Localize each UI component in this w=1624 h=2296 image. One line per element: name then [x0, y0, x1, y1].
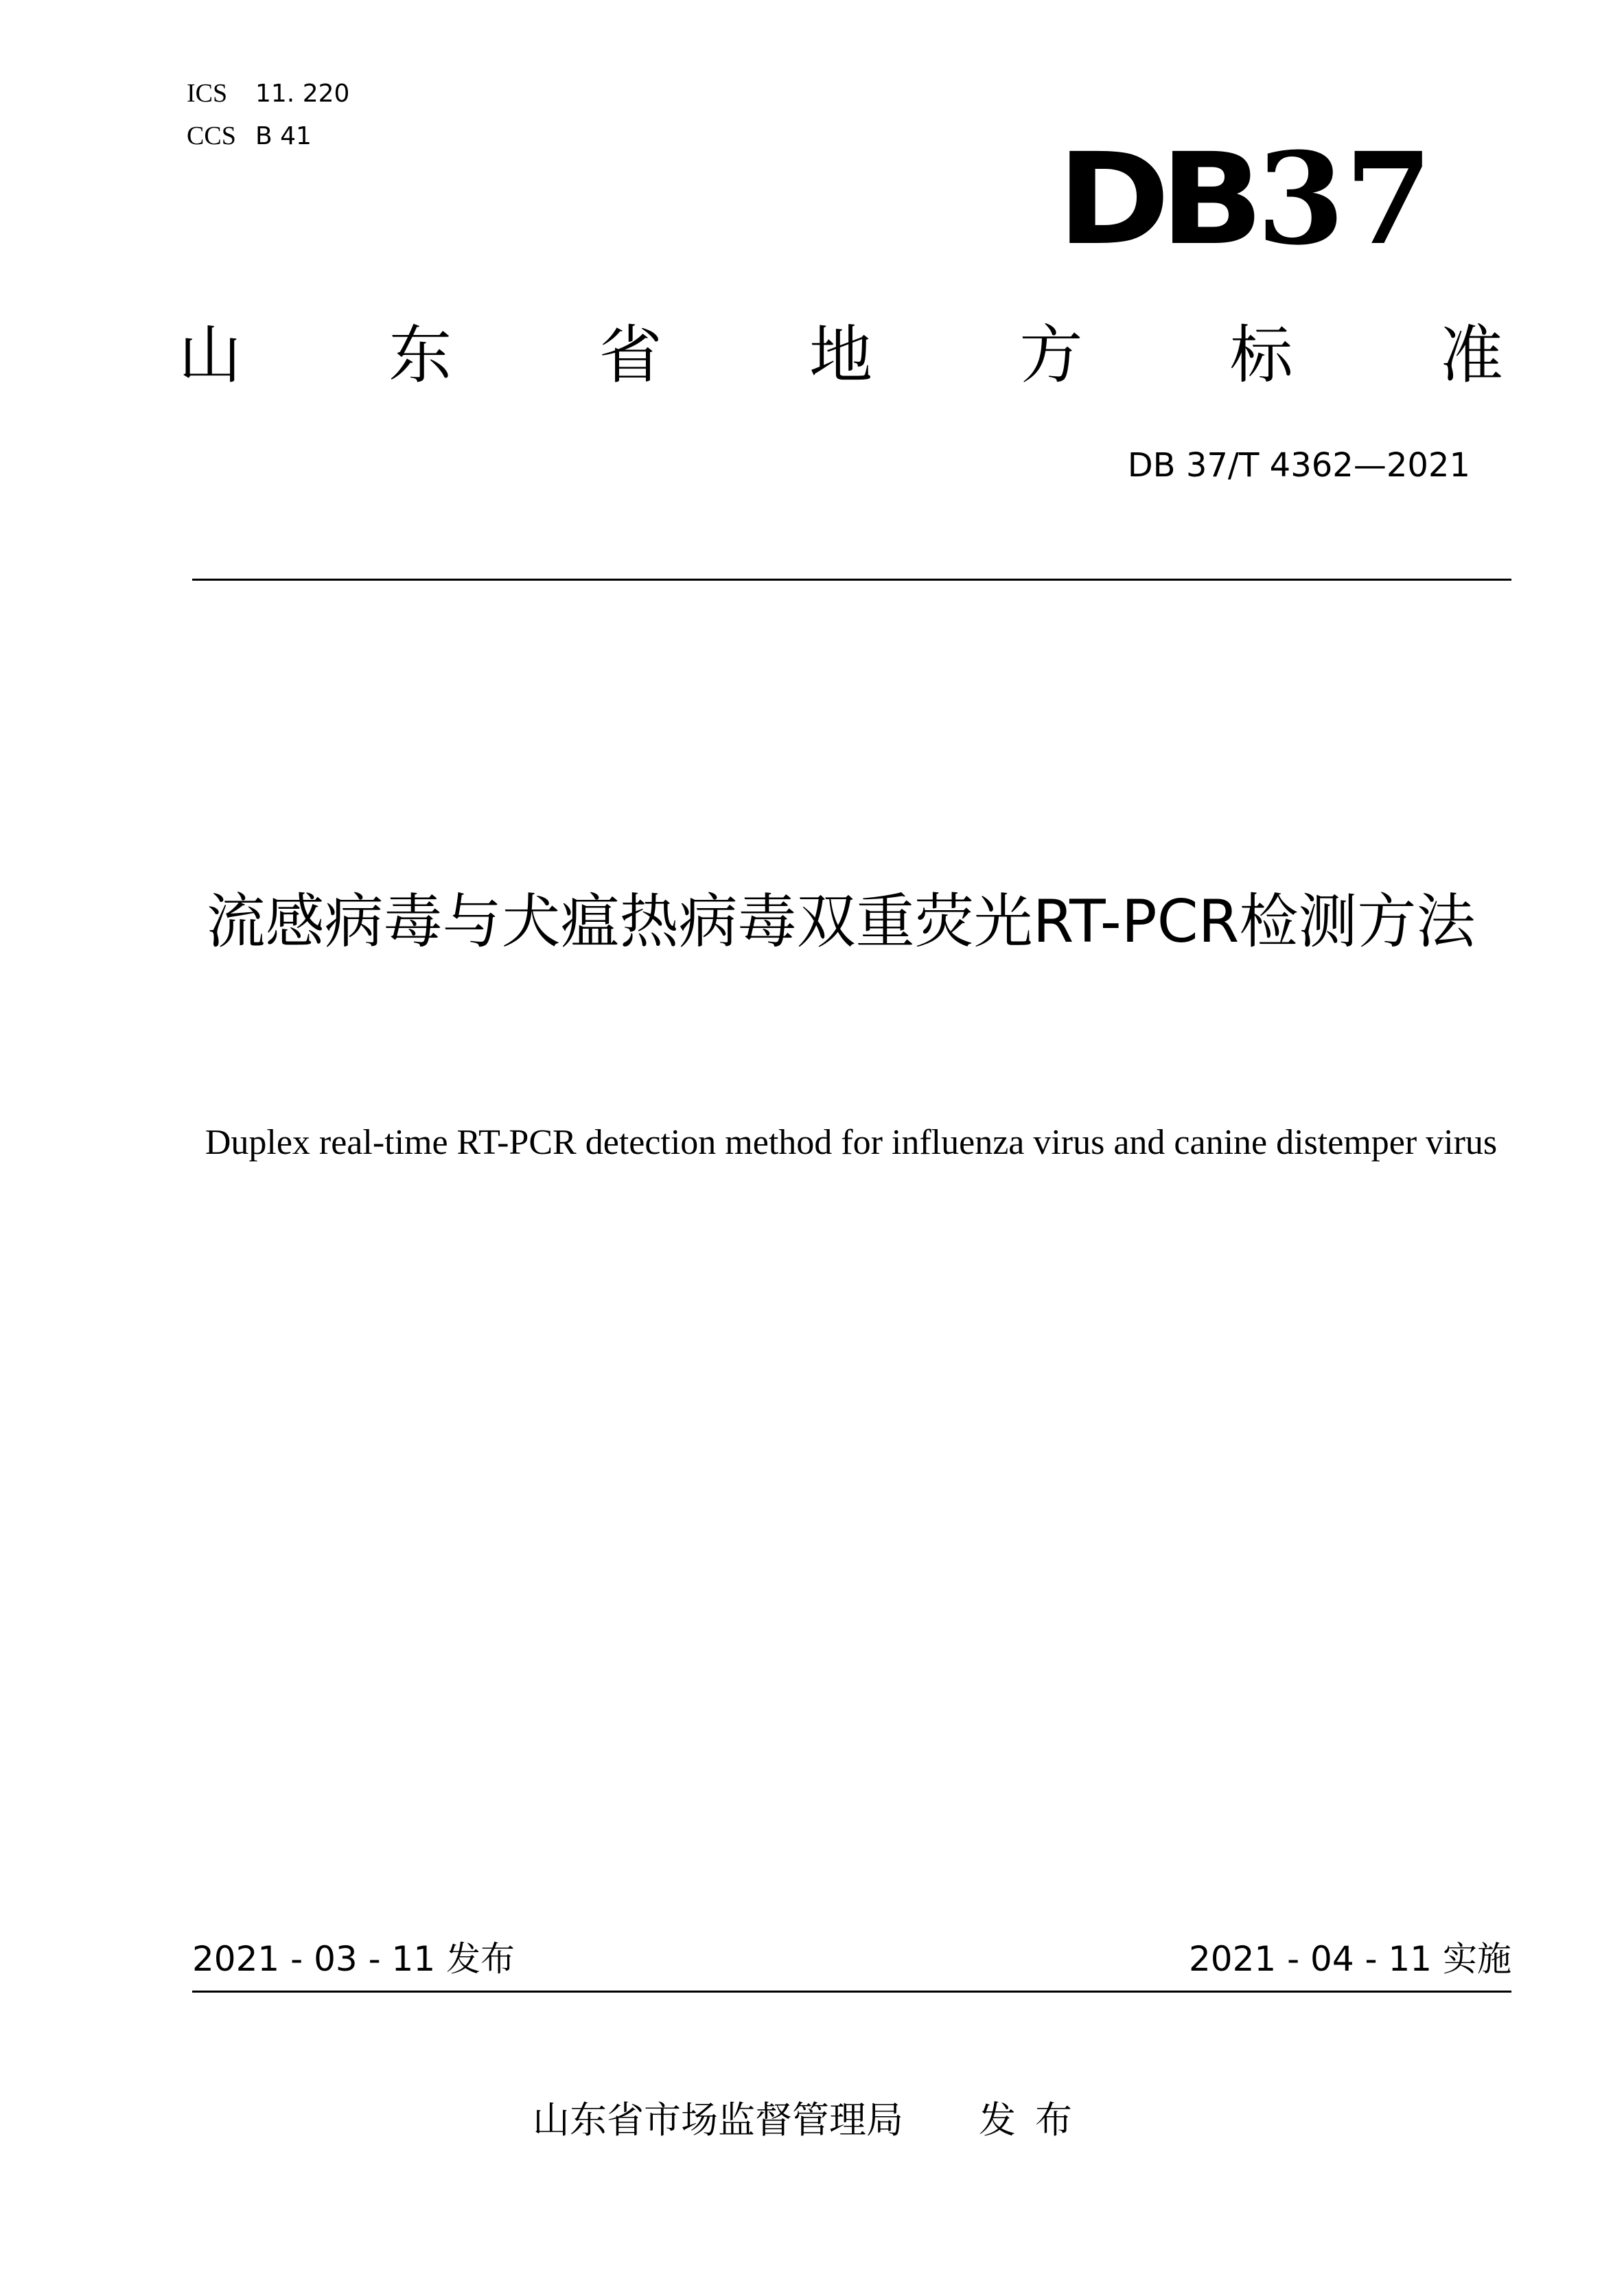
ccs-code [187, 119, 312, 153]
implementation-date: 2021 - 04 - 11 实施 [1188, 1939, 1511, 1979]
standard-type-char: 地 [809, 318, 872, 392]
ccs-value: B 41 [255, 122, 312, 150]
issuer-name: 山东省市场监督管理局 [533, 2098, 903, 2142]
issuing-authority [0, 2096, 1624, 2144]
publish-date: 2021 - 03 - 11 发布 [192, 1939, 515, 1979]
ics-code [187, 77, 349, 111]
standard-type-char: 准 [1439, 318, 1503, 392]
db-logo-letters: DB [1057, 126, 1254, 273]
standard-type-char: 方 [1019, 318, 1083, 392]
standard-type-char: 省 [599, 318, 662, 392]
standard-type-char: 标 [1229, 318, 1293, 392]
db-logo-number: 37 [1256, 125, 1433, 273]
standard-number: DB 37/T 4362—2021 [1127, 446, 1470, 485]
issuer-verb: 发布 [979, 2098, 1091, 2142]
header-divider [192, 579, 1511, 581]
footer-divider [192, 1991, 1511, 1993]
title-chinese: 流感病毒与犬瘟热病毒双重荧光RT-PCR检测方法 [206, 888, 1476, 956]
ccs-label: CCS [187, 121, 236, 150]
standard-type-heading [178, 314, 1503, 397]
title-english: Duplex real-time RT-PCR detection method for influenza virus and canine distemper virus [205, 1123, 1498, 1162]
standard-type-char: 山 [178, 318, 242, 392]
ics-label: ICS [187, 79, 228, 108]
ics-value: 11. 220 [255, 80, 350, 108]
db37-logo [1057, 125, 1441, 273]
standard-type-char: 东 [388, 318, 452, 392]
